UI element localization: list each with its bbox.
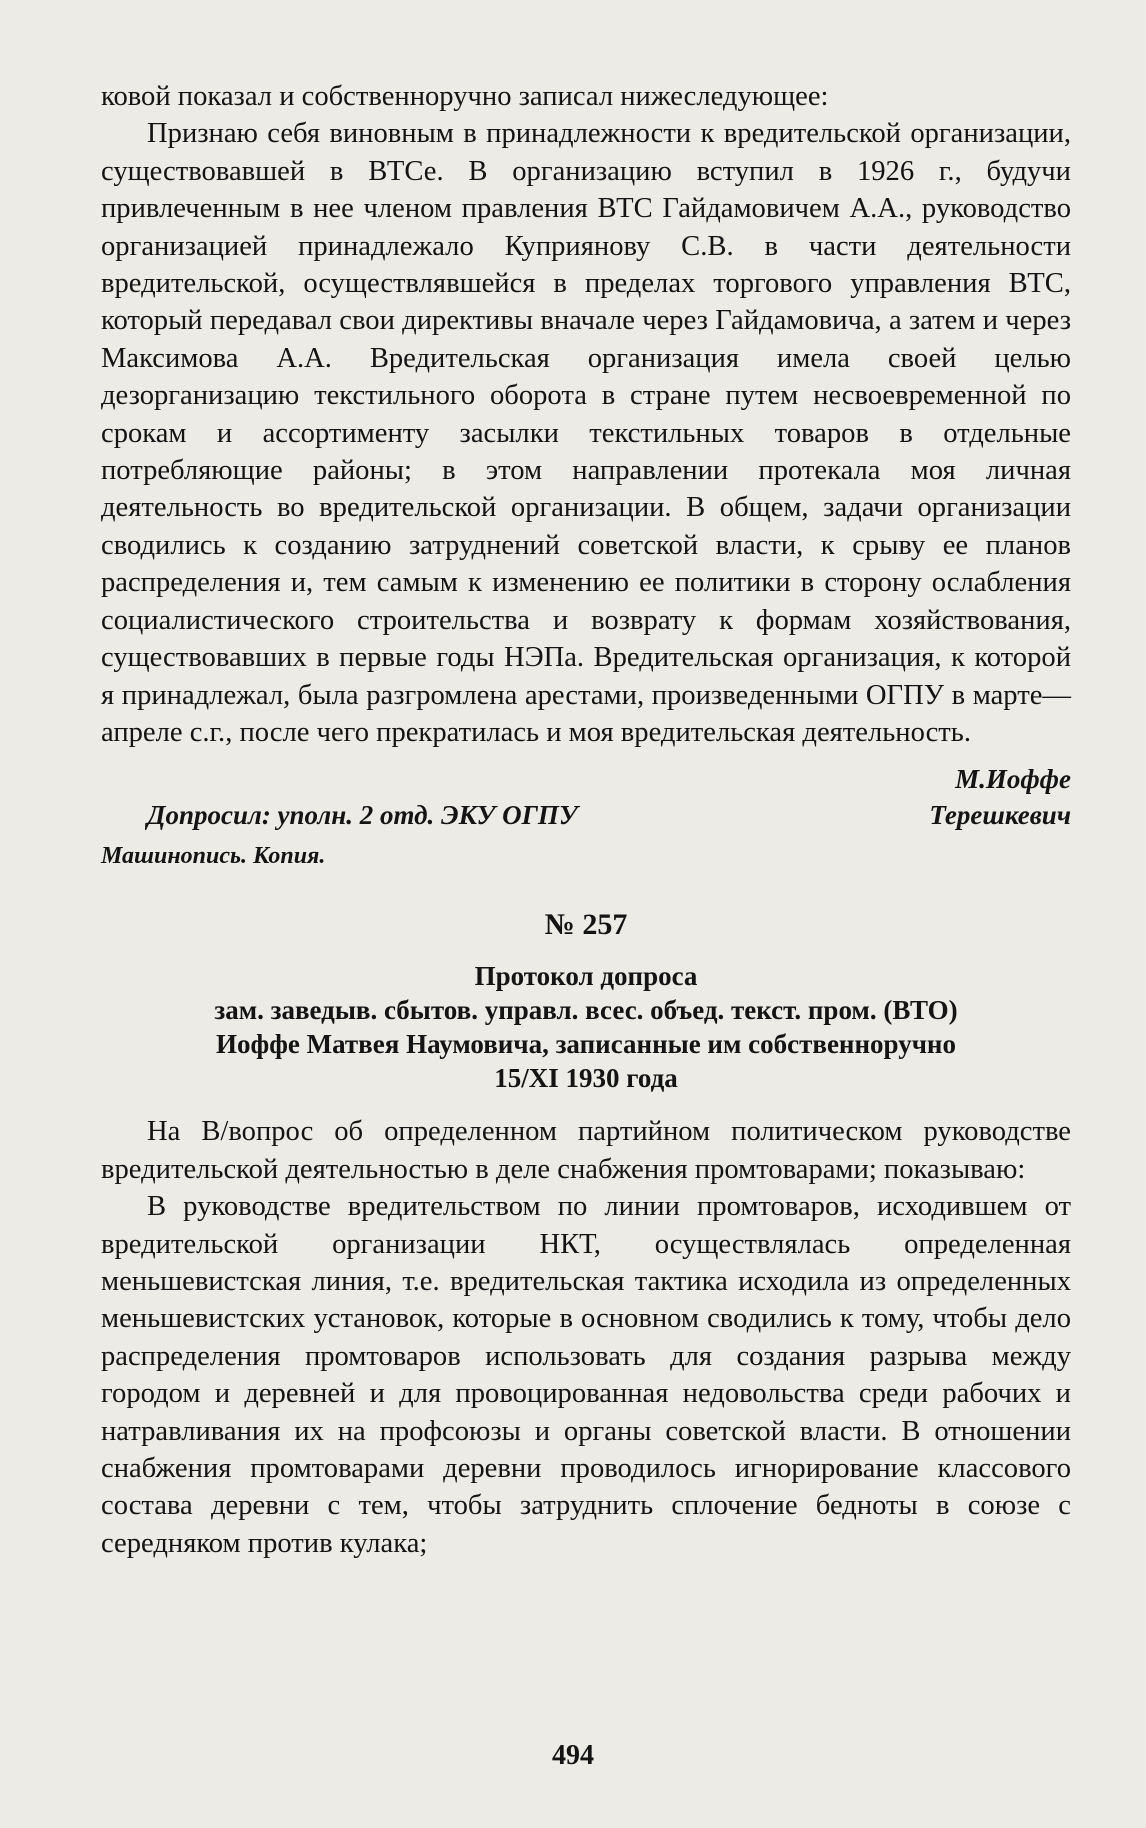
- paragraph-question: На В/вопрос об определенном партийном политическом руководстве вредительской деятельностью в деле снабжения промтоварами; показываю:: [101, 1116, 1071, 1185]
- document-page: [101, 78, 1071, 1562]
- document-title-line: Иоффе Матвея Наумовича, записанные им собственноручно: [216, 1029, 956, 1060]
- document-title-line: Протокол допроса: [474, 961, 698, 992]
- document-number: № 257: [544, 908, 628, 942]
- interrogator-line: [101, 797, 1071, 833]
- page-number: 494: [552, 1740, 594, 1771]
- paragraph-continuation: ковой показал и собственноручно записал нижеследующее:: [101, 81, 829, 112]
- document-title-line: 15/XI 1930 года: [494, 1063, 678, 1094]
- interrogator-name: Терешкевич: [929, 800, 1071, 831]
- signature-name: М.Иоффе: [955, 764, 1071, 795]
- paragraph-confession: Признаю себя виновным в принадлежности к вредительской организации, существовавшей в ВТСе. В организацию вступил в 1926 г., будучи привлеченным в нее членом правления ВТС Гайдамовичем А.А., руководство организацией принадлежало Куприянову С.В. в части деятельности вредительской, осуществлявшейся в пределах торгового управления ВТС, который передавал свои директивы вначале через Гайдамовича, а затем и через Максимова А.А. Вредительская организация имела своей целью дезорганизацию текстильного оборота в стране путем несвоевременной по срокам и ассортименту засылки текстильных товаров в отдельные потребляющие районы; в этом направлении протекала моя личная деятельность во вредительской организации. В общем, задачи организации сводились к созданию затруднений советской власти, к срыву ее планов распределения и, тем самым к изменению ее политики в сторону ослабления социалистического строительства и возврату к формам хозяйствования, существовавших в первые годы НЭПа. Вредительская организация, к которой я принадлежал, была разгромлена арестами, произведенными ОГПУ в марте—апреле с.г., после чего прекратилась и моя вредительская деятельность.: [101, 118, 1071, 748]
- paragraph-answer: В руководстве вредительством по линии промтоваров, исходившем от вредительской организации НКТ, осуществлялась определенная меньшевистская линия, т.е. вредительская тактика исходила из определенных меньшевистских установок, которые в основном сводились к тому, чтобы дело распределения промтоваров использовать для создания разрыва между городом и деревней и для провоцированная недовольства среди рабочих и натравливания их на профсоюзы и органы советской власти. В отношении снабжения промтоварами деревни проводилось игнорирование классового состава деревни с тем, чтобы затруднить сплочение бедноты в союзе с середняком против кулака;: [101, 1191, 1071, 1559]
- interrogator-label: Допросил: уполн. 2 отд. ЭКУ ОГПУ: [147, 800, 578, 831]
- document-title-line: зам. заведыв. сбытов. управл. всес. объед. текст. пром. (ВТО): [214, 995, 958, 1026]
- copy-note: Машинопись. Копия.: [101, 843, 326, 870]
